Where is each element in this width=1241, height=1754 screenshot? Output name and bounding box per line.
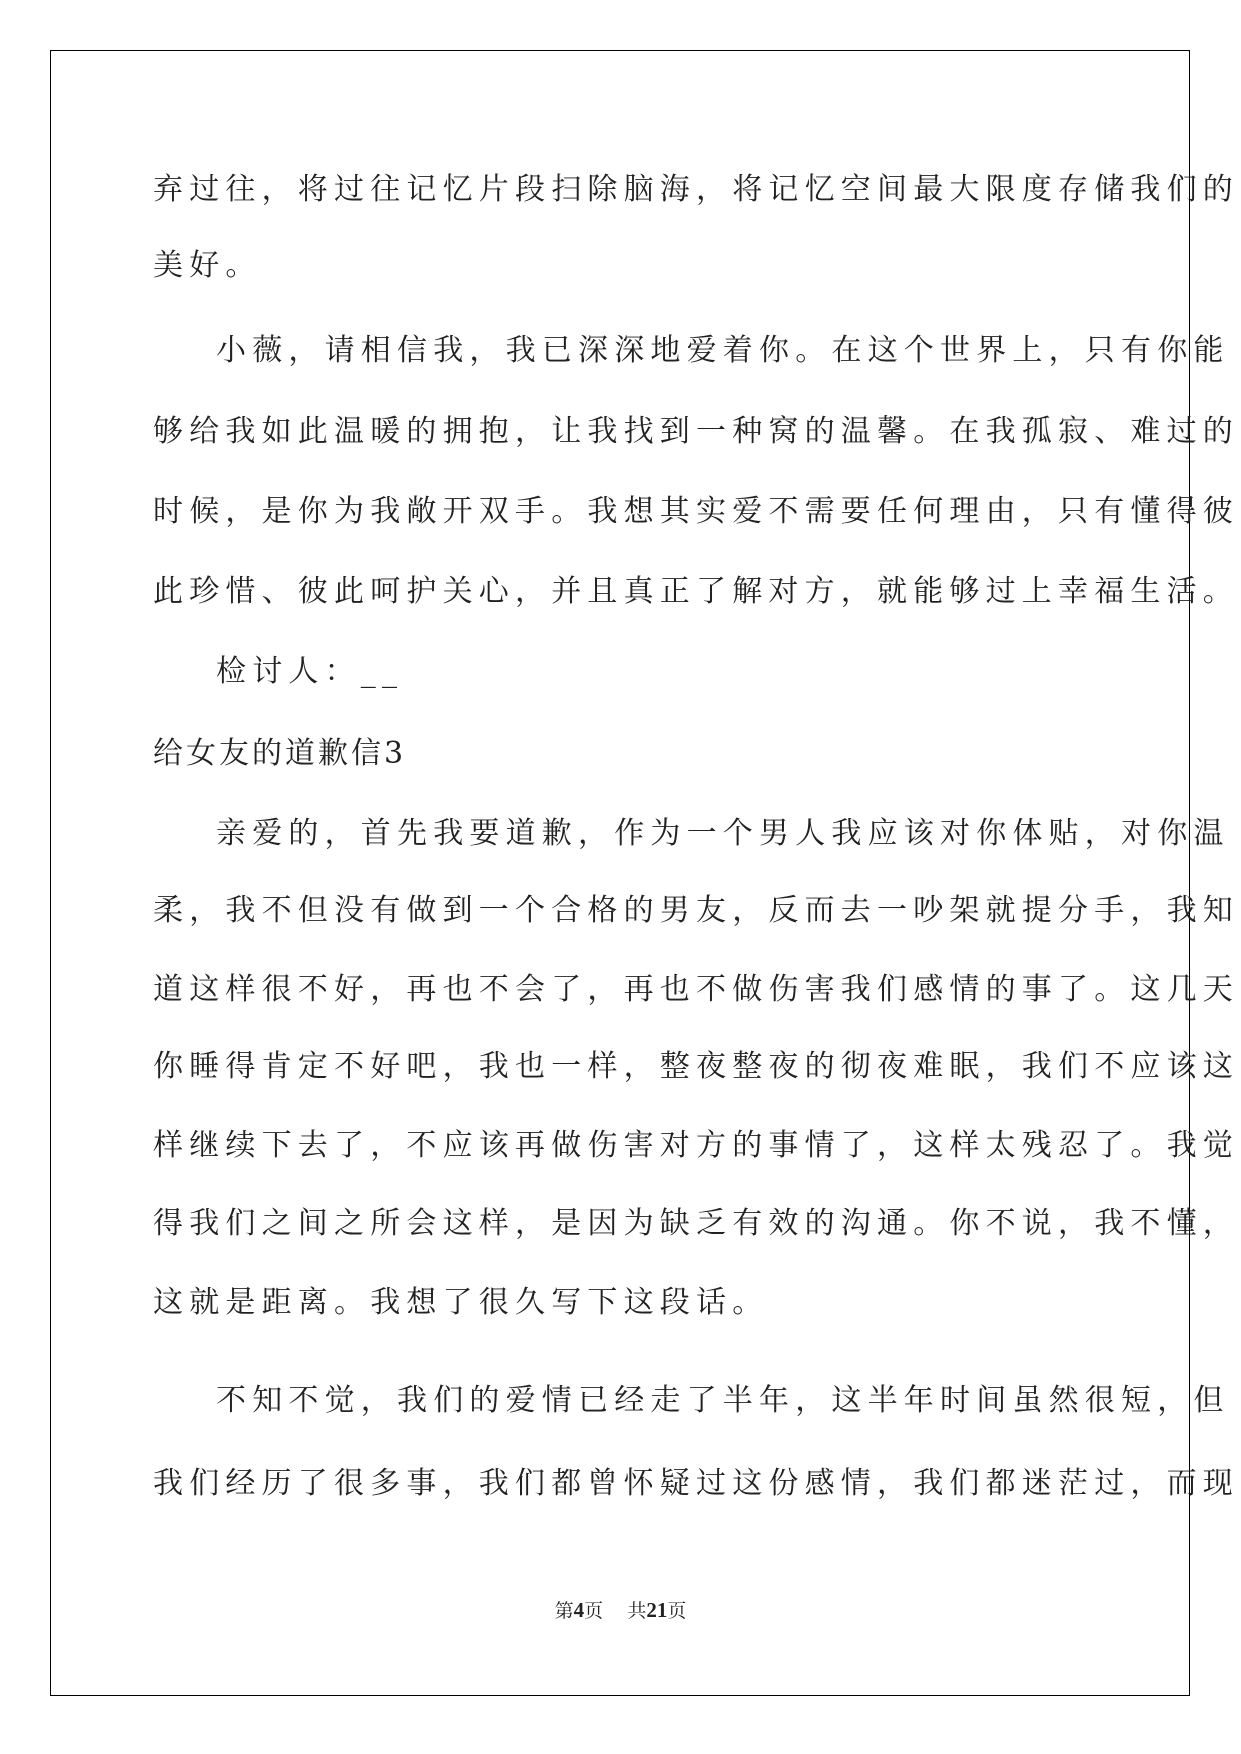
text-line: 我们经历了很多事，我们都曾怀疑过这份感情，我们都迷茫过，而现: [153, 1466, 1239, 1501]
text-line: 道这样很不好，再也不会了，再也不做伤害我们感情的事了。这几天: [153, 972, 1239, 1007]
text-line: 这就是距离。我想了很久写下这段话。: [153, 1285, 769, 1320]
total-pages: 21: [646, 1598, 668, 1622]
text-line: 弃过往，将过往记忆片段扫除脑海，将记忆空间最大限度存储我们的: [153, 172, 1239, 207]
text-line: 美好。: [153, 248, 262, 283]
text-line: 你睡得肯定不好吧，我也一样，整夜整夜的彻夜难眠，我们不应该这: [153, 1049, 1239, 1084]
text-line: 样继续下去了，不应该再做伤害对方的事情了，这样太残忍了。我觉: [153, 1128, 1239, 1163]
text-line: 时候，是你为我敞开双手。我想其实爱不需要任何理由，只有懂得彼: [153, 494, 1239, 529]
total-prefix: 共: [627, 1600, 647, 1622]
page-suffix: 页: [584, 1600, 604, 1622]
text-line: 亲爱的，首先我要道歉，作为一个男人我应该对你体贴，对你温: [216, 816, 1230, 851]
text-line: 此珍惜、彼此呵护关心，并且真正了解对方，就能够过上幸福生活。: [153, 574, 1239, 609]
total-suffix: 页: [667, 1600, 687, 1622]
section-heading: 给女友的道歉信3: [153, 736, 407, 771]
page-prefix: 第: [554, 1600, 574, 1622]
text-line: 柔，我不但没有做到一个合格的男友，反而去一吵架就提分手，我知: [153, 893, 1239, 928]
text-line: 得我们之间之所会这样，是因为缺乏有效的沟通。你不说，我不懂，: [153, 1206, 1239, 1241]
text-line: 不知不觉，我们的爱情已经走了半年，这半年时间虽然很短，但: [216, 1383, 1230, 1418]
signature-line: 检讨人：__: [216, 654, 404, 689]
page-border: [50, 50, 1190, 1696]
text-line: 够给我如此温暖的拥抱，让我找到一种窝的温馨。在我孤寂、难过的: [153, 414, 1239, 449]
text-line: 小薇，请相信我，我已深深地爱着你。在这个世界上，只有你能: [216, 333, 1230, 368]
page-footer: [0, 1596, 1241, 1623]
page-number: 4: [573, 1598, 585, 1622]
